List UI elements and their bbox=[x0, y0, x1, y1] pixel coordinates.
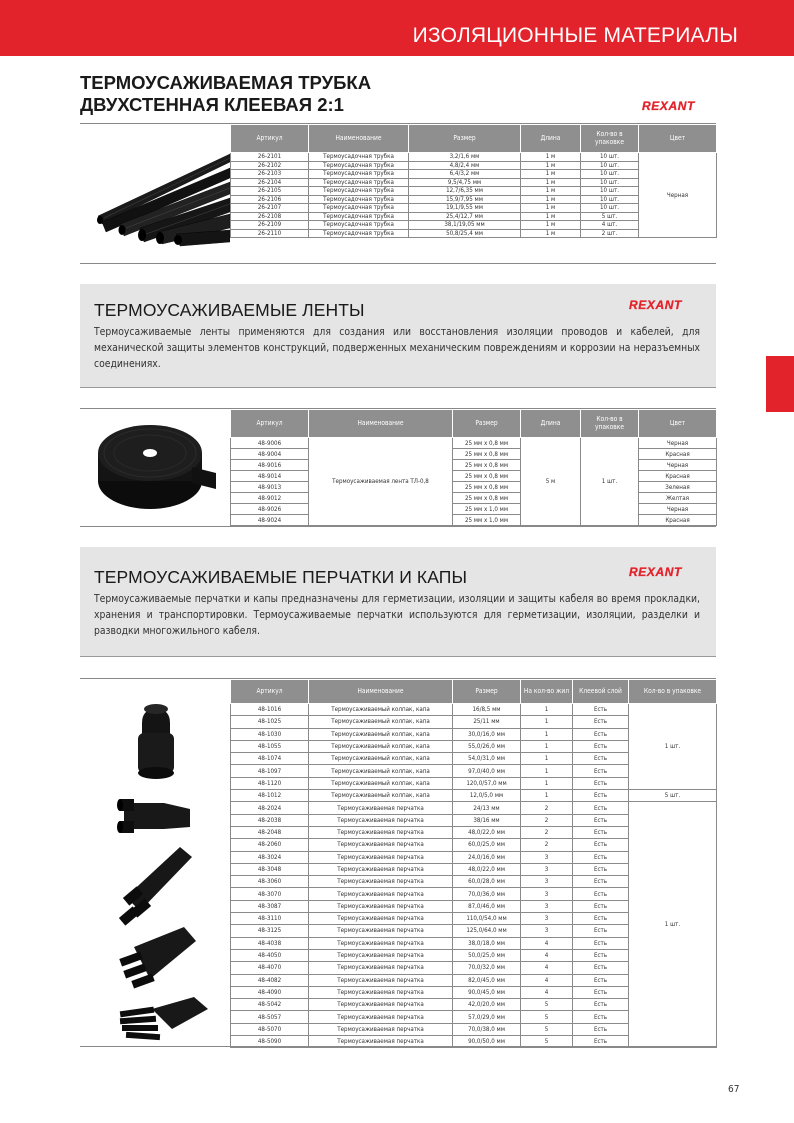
article-cell: 48-5057 bbox=[231, 1011, 309, 1023]
article-cell: 48-3060 bbox=[231, 876, 309, 888]
article-cell: 48-9004 bbox=[231, 449, 309, 460]
cores-cell: 2 bbox=[521, 826, 573, 838]
size-cell: 9,5/4,75 мм bbox=[409, 178, 521, 187]
color-cell: Черная bbox=[639, 438, 717, 449]
size-cell: 15,9/7,95 мм bbox=[409, 195, 521, 204]
divider bbox=[80, 387, 716, 388]
size-cell: 38,1/19,05 мм bbox=[409, 221, 521, 230]
cores-cell: 5 bbox=[521, 1036, 573, 1048]
cores-cell: 3 bbox=[521, 863, 573, 875]
cap-icon bbox=[138, 704, 174, 779]
cores-cell: 1 bbox=[521, 777, 573, 789]
article-cell: 26-2110 bbox=[231, 229, 309, 238]
glove-2-icon bbox=[117, 799, 190, 833]
adhesive-cell: Есть bbox=[573, 876, 629, 888]
cores-cell: 1 bbox=[521, 765, 573, 777]
rexant-logo: REXANT bbox=[629, 298, 682, 312]
article-cell: 48-4082 bbox=[231, 974, 309, 986]
article-cell: 48-4038 bbox=[231, 937, 309, 949]
size-cell: 3,2/1,6 мм bbox=[409, 153, 521, 162]
article-cell: 48-3125 bbox=[231, 925, 309, 937]
size-cell: 125,0/64,0 мм bbox=[453, 925, 521, 937]
article-cell: 26-2108 bbox=[231, 212, 309, 221]
adhesive-cell: Есть bbox=[573, 986, 629, 998]
col-header-name: Наименование bbox=[309, 680, 453, 704]
size-cell: 70,0/36,0 мм bbox=[453, 888, 521, 900]
name-cell: Термоусаживаемая перчатка bbox=[309, 962, 453, 974]
section2-panel bbox=[80, 284, 716, 388]
color-cell: Черная bbox=[639, 153, 717, 238]
name-cell: Термоусаживаемый колпак, капа bbox=[309, 790, 453, 802]
article-cell: 26-2107 bbox=[231, 204, 309, 213]
table-row bbox=[231, 493, 717, 504]
size-cell: 12,0/5,0 мм bbox=[453, 790, 521, 802]
qty-cell: 10 шт. bbox=[581, 204, 639, 213]
name-cell: Термоусаживаемая перчатка bbox=[309, 986, 453, 998]
name-cell: Термоусадочная трубка bbox=[309, 229, 409, 238]
name-cell: Термоусадочная трубка bbox=[309, 221, 409, 230]
cores-cell: 5 bbox=[521, 1011, 573, 1023]
cores-cell: 4 bbox=[521, 949, 573, 961]
size-cell: 25 мм x 0,8 мм bbox=[453, 471, 521, 482]
table-row bbox=[231, 515, 717, 526]
adhesive-cell: Есть bbox=[573, 802, 629, 814]
color-cell: Желтая bbox=[639, 493, 717, 504]
qty-cell: 2 шт. bbox=[581, 229, 639, 238]
qty-cell: 5 шт. bbox=[581, 212, 639, 221]
table-row bbox=[231, 704, 717, 716]
section1-title-line2: ДВУХСТЕННАЯ КЛЕЕВАЯ 2:1 bbox=[80, 94, 344, 115]
article-cell: 26-2109 bbox=[231, 221, 309, 230]
adhesive-cell: Есть bbox=[573, 765, 629, 777]
article-cell: 26-2104 bbox=[231, 178, 309, 187]
size-cell: 70,0/38,0 мм bbox=[453, 1023, 521, 1035]
tape-spec-table bbox=[230, 409, 717, 526]
cores-cell: 1 bbox=[521, 790, 573, 802]
adhesive-cell: Есть bbox=[573, 1011, 629, 1023]
name-cell: Термоусаживаемая лента ТЛ-0,8 bbox=[309, 438, 453, 526]
name-cell: Термоусаживаемая перчатка bbox=[309, 900, 453, 912]
cores-cell: 3 bbox=[521, 851, 573, 863]
length-cell: 1 м bbox=[521, 161, 581, 170]
cores-cell: 3 bbox=[521, 876, 573, 888]
name-cell: Термоусаживаемая перчатка bbox=[309, 949, 453, 961]
qty-cell: 10 шт. bbox=[581, 195, 639, 204]
name-cell: Термоусаживаемый колпак, капа bbox=[309, 728, 453, 740]
color-cell: Красная bbox=[639, 449, 717, 460]
article-cell: 48-5042 bbox=[231, 999, 309, 1011]
name-cell: Термоусадочная трубка bbox=[309, 161, 409, 170]
article-cell: 48-3087 bbox=[231, 900, 309, 912]
size-cell: 50,8/25,4 мм bbox=[409, 229, 521, 238]
cores-cell: 3 bbox=[521, 900, 573, 912]
size-cell: 25 мм x 0,8 мм bbox=[453, 449, 521, 460]
qty-cell: 1 шт. bbox=[629, 802, 717, 1048]
length-cell: 1 м bbox=[521, 204, 581, 213]
article-cell: 48-4050 bbox=[231, 949, 309, 961]
cores-cell: 3 bbox=[521, 888, 573, 900]
article-cell: 48-4070 bbox=[231, 962, 309, 974]
adhesive-cell: Есть bbox=[573, 753, 629, 765]
name-cell: Термоусадочная трубка bbox=[309, 195, 409, 204]
cores-cell: 1 bbox=[521, 740, 573, 752]
size-cell: 25 мм x 1,0 мм bbox=[453, 504, 521, 515]
divider bbox=[80, 656, 716, 657]
cores-cell: 2 bbox=[521, 839, 573, 851]
size-cell: 19,1/9,55 мм bbox=[409, 204, 521, 213]
glove-3-icon bbox=[119, 847, 192, 926]
adhesive-cell: Есть bbox=[573, 962, 629, 974]
size-cell: 25,4/12,7 мм bbox=[409, 212, 521, 221]
side-tab-marker bbox=[766, 356, 794, 412]
name-cell: Термоусадочная трубка bbox=[309, 170, 409, 179]
adhesive-cell: Есть bbox=[573, 863, 629, 875]
size-cell: 16/8,5 мм bbox=[453, 704, 521, 716]
col-header-qty: Кол-во в упаковке bbox=[581, 125, 639, 153]
adhesive-cell: Есть bbox=[573, 974, 629, 986]
section3-block bbox=[80, 678, 716, 1047]
heat-shrink-tape-image bbox=[80, 409, 230, 526]
col-header-article: Артикул bbox=[231, 125, 309, 153]
color-cell: Красная bbox=[639, 471, 717, 482]
size-cell: 25 мм x 0,8 мм bbox=[453, 460, 521, 471]
article-cell: 26-2101 bbox=[231, 153, 309, 162]
cores-cell: 1 bbox=[521, 704, 573, 716]
qty-cell: 10 шт. bbox=[581, 178, 639, 187]
article-cell: 48-5070 bbox=[231, 1023, 309, 1035]
cores-cell: 3 bbox=[521, 913, 573, 925]
size-cell: 48,0/22,0 мм bbox=[453, 863, 521, 875]
cores-cell: 4 bbox=[521, 986, 573, 998]
size-cell: 38,0/18,0 мм bbox=[453, 937, 521, 949]
section1-title-line1: ТЕРМОУСАЖИВАЕМАЯ ТРУБКА bbox=[80, 72, 372, 93]
col-header-color: Цвет bbox=[639, 125, 717, 153]
size-cell: 57,0/29,0 мм bbox=[453, 1011, 521, 1023]
header-bar bbox=[0, 0, 794, 56]
col-header-color: Цвет bbox=[639, 410, 717, 438]
header-title: ИЗОЛЯЦИОННЫЕ МАТЕРИАЛЫ bbox=[412, 24, 738, 47]
adhesive-cell: Есть bbox=[573, 826, 629, 838]
name-cell: Термоусаживаемый колпак, капа bbox=[309, 704, 453, 716]
article-cell: 48-3024 bbox=[231, 851, 309, 863]
col-header-length: Длина bbox=[521, 410, 581, 438]
qty-cell: 10 шт. bbox=[581, 170, 639, 179]
article-cell: 48-1097 bbox=[231, 765, 309, 777]
adhesive-cell: Есть bbox=[573, 740, 629, 752]
adhesive-cell: Есть bbox=[573, 1036, 629, 1048]
section3-title: ТЕРМОУСАЖИВАЕМЫЕ ПЕРЧАТКИ И КАПЫ bbox=[94, 567, 468, 587]
article-cell: 48-3070 bbox=[231, 888, 309, 900]
color-cell: Зеленая bbox=[639, 482, 717, 493]
article-cell: 48-1016 bbox=[231, 704, 309, 716]
name-cell: Термоусаживаемая перчатка bbox=[309, 863, 453, 875]
table-row bbox=[231, 449, 717, 460]
adhesive-cell: Есть bbox=[573, 1023, 629, 1035]
article-cell: 26-2106 bbox=[231, 195, 309, 204]
caps-gloves-images bbox=[80, 679, 230, 1046]
page-number: 67 bbox=[728, 1084, 740, 1095]
size-cell: 24,0/16,0 мм bbox=[453, 851, 521, 863]
color-cell: Черная bbox=[639, 460, 717, 471]
col-header-adhesive: Клеевой слой bbox=[573, 680, 629, 704]
article-cell: 48-3048 bbox=[231, 863, 309, 875]
qty-cell: 1 шт. bbox=[629, 704, 717, 790]
name-cell: Термоусаживаемая перчатка bbox=[309, 974, 453, 986]
col-header-name: Наименование bbox=[309, 125, 409, 153]
col-header-qty: Кол-во в упаковке bbox=[581, 410, 639, 438]
size-cell: 97,0/40,0 мм bbox=[453, 765, 521, 777]
adhesive-cell: Есть bbox=[573, 839, 629, 851]
article-cell: 48-9016 bbox=[231, 460, 309, 471]
length-cell: 1 м bbox=[521, 170, 581, 179]
size-cell: 6,4/3,2 мм bbox=[409, 170, 521, 179]
article-cell: 26-2102 bbox=[231, 161, 309, 170]
qty-cell: 10 шт. bbox=[581, 161, 639, 170]
article-cell: 48-1074 bbox=[231, 753, 309, 765]
article-cell: 48-2048 bbox=[231, 826, 309, 838]
qty-cell: 1 шт. bbox=[581, 438, 639, 526]
adhesive-cell: Есть bbox=[573, 925, 629, 937]
name-cell: Термоусаживаемая перчатка bbox=[309, 826, 453, 838]
qty-cell: 10 шт. bbox=[581, 153, 639, 162]
adhesive-cell: Есть bbox=[573, 728, 629, 740]
article-cell: 48-9014 bbox=[231, 471, 309, 482]
name-cell: Термоусаживаемая перчатка bbox=[309, 1036, 453, 1048]
cores-cell: 2 bbox=[521, 814, 573, 826]
article-cell: 48-2024 bbox=[231, 802, 309, 814]
table-row bbox=[231, 438, 717, 449]
glove-5-icon bbox=[120, 997, 208, 1040]
section2-description: Термоусаживаемые ленты применяются для создания или восстановления изоляции проводов и кабелей, для механической защиты элементов конструкций, подверженных механическим повреждениям и коррозии на неразъемных соединениях. bbox=[94, 326, 700, 370]
size-cell: 30,0/16,0 мм bbox=[453, 728, 521, 740]
name-cell: Термоусаживаемая перчатка bbox=[309, 888, 453, 900]
tube-spec-table bbox=[230, 124, 717, 238]
article-cell: 26-2105 bbox=[231, 187, 309, 196]
article-cell: 48-9024 bbox=[231, 515, 309, 526]
table-row bbox=[231, 790, 717, 802]
name-cell: Термоусаживаемый колпак, капа bbox=[309, 753, 453, 765]
col-header-article: Артикул bbox=[231, 410, 309, 438]
size-cell: 38/16 мм bbox=[453, 814, 521, 826]
adhesive-cell: Есть bbox=[573, 999, 629, 1011]
cores-cell: 4 bbox=[521, 962, 573, 974]
cores-cell: 1 bbox=[521, 753, 573, 765]
cores-cell: 1 bbox=[521, 728, 573, 740]
caps-gloves-spec-table bbox=[230, 679, 717, 1048]
name-cell: Термоусадочная трубка bbox=[309, 212, 409, 221]
col-header-length: Длина bbox=[521, 125, 581, 153]
rexant-logo: REXANT bbox=[629, 565, 682, 579]
size-cell: 90,0/50,0 мм bbox=[453, 1036, 521, 1048]
name-cell: Термоусаживаемая перчатка bbox=[309, 937, 453, 949]
name-cell: Термоусаживаемая перчатка bbox=[309, 876, 453, 888]
article-cell: 48-2038 bbox=[231, 814, 309, 826]
caps-gloves-icon bbox=[80, 679, 230, 1046]
size-cell: 110,0/54,0 мм bbox=[453, 913, 521, 925]
section1-title bbox=[80, 72, 371, 116]
size-cell: 42,0/20,0 мм bbox=[453, 999, 521, 1011]
qty-cell: 10 шт. bbox=[581, 187, 639, 196]
article-cell: 48-4090 bbox=[231, 986, 309, 998]
col-header-size: Размер bbox=[409, 125, 521, 153]
cores-cell: 4 bbox=[521, 937, 573, 949]
article-cell: 48-5090 bbox=[231, 1036, 309, 1048]
name-cell: Термоусадочная трубка bbox=[309, 178, 409, 187]
article-cell: 48-2060 bbox=[231, 839, 309, 851]
article-cell: 48-9013 bbox=[231, 482, 309, 493]
section2-block bbox=[80, 408, 716, 527]
name-cell: Термоусаживаемая перчатка bbox=[309, 851, 453, 863]
article-cell: 48-1012 bbox=[231, 790, 309, 802]
length-cell: 1 м bbox=[521, 178, 581, 187]
tube-bundle-icon bbox=[80, 124, 230, 263]
color-cell: Красная bbox=[639, 515, 717, 526]
adhesive-cell: Есть bbox=[573, 851, 629, 863]
article-cell: 48-1025 bbox=[231, 716, 309, 728]
name-cell: Термоусаживаемая перчатка bbox=[309, 1011, 453, 1023]
section3-panel bbox=[80, 547, 716, 657]
adhesive-cell: Есть bbox=[573, 704, 629, 716]
table-row bbox=[231, 482, 717, 493]
adhesive-cell: Есть bbox=[573, 814, 629, 826]
size-cell: 60,0/28,0 мм bbox=[453, 876, 521, 888]
qty-cell: 4 шт. bbox=[581, 221, 639, 230]
adhesive-cell: Есть bbox=[573, 888, 629, 900]
col-header-cores: На кол-во жил bbox=[521, 680, 573, 704]
adhesive-cell: Есть bbox=[573, 949, 629, 961]
cores-cell: 5 bbox=[521, 1023, 573, 1035]
section2-title: ТЕРМОУСАЖИВАЕМЫЕ ЛЕНТЫ bbox=[94, 300, 365, 320]
col-header-name: Наименование bbox=[309, 410, 453, 438]
name-cell: Термоусаживаемая перчатка bbox=[309, 925, 453, 937]
article-cell: 48-9012 bbox=[231, 493, 309, 504]
name-cell: Термоусаживаемый колпак, капа bbox=[309, 740, 453, 752]
cores-cell: 1 bbox=[521, 716, 573, 728]
table-row bbox=[231, 471, 717, 482]
table-row bbox=[231, 460, 717, 471]
name-cell: Термоусадочная трубка bbox=[309, 204, 409, 213]
article-cell: 48-3110 bbox=[231, 913, 309, 925]
table-row bbox=[231, 153, 717, 162]
article-cell: 48-1055 bbox=[231, 740, 309, 752]
article-cell: 48-9006 bbox=[231, 438, 309, 449]
section1-block bbox=[80, 123, 716, 264]
name-cell: Термоусаживаемая перчатка bbox=[309, 913, 453, 925]
name-cell: Термоусаживаемый колпак, капа bbox=[309, 716, 453, 728]
article-cell: 48-1030 bbox=[231, 728, 309, 740]
size-cell: 70,0/32,0 мм bbox=[453, 962, 521, 974]
name-cell: Термоусаживаемая перчатка bbox=[309, 802, 453, 814]
size-cell: 25 мм x 0,8 мм bbox=[453, 482, 521, 493]
table-row bbox=[231, 802, 717, 814]
name-cell: Термоусаживаемый колпак, капа bbox=[309, 777, 453, 789]
name-cell: Термоусадочная трубка bbox=[309, 153, 409, 162]
length-cell: 1 м bbox=[521, 153, 581, 162]
size-cell: 25 мм x 1,0 мм bbox=[453, 515, 521, 526]
size-cell: 90,0/45,0 мм bbox=[453, 986, 521, 998]
name-cell: Термоусаживаемый колпак, капа bbox=[309, 765, 453, 777]
cores-cell: 2 bbox=[521, 802, 573, 814]
col-header-article: Артикул bbox=[231, 680, 309, 704]
article-cell: 26-2103 bbox=[231, 170, 309, 179]
size-cell: 25 мм x 0,8 мм bbox=[453, 493, 521, 504]
glove-4-icon bbox=[119, 927, 196, 989]
size-cell: 54,0/31,0 мм bbox=[453, 753, 521, 765]
length-cell: 1 м bbox=[521, 212, 581, 221]
adhesive-cell: Есть bbox=[573, 937, 629, 949]
col-header-size: Размер bbox=[453, 680, 521, 704]
tape-roll-icon bbox=[80, 409, 230, 526]
article-cell: 48-9026 bbox=[231, 504, 309, 515]
size-cell: 82,0/45,0 мм bbox=[453, 974, 521, 986]
name-cell: Термоусаживаемая перчатка bbox=[309, 1023, 453, 1035]
adhesive-cell: Есть bbox=[573, 913, 629, 925]
size-cell: 48,0/22,0 мм bbox=[453, 826, 521, 838]
length-cell: 5 м bbox=[521, 438, 581, 526]
size-cell: 87,0/46,0 мм bbox=[453, 900, 521, 912]
size-cell: 120,0/57,0 мм bbox=[453, 777, 521, 789]
length-cell: 1 м bbox=[521, 195, 581, 204]
adhesive-cell: Есть bbox=[573, 900, 629, 912]
name-cell: Термоусаживаемая перчатка bbox=[309, 839, 453, 851]
name-cell: Термоусадочная трубка bbox=[309, 187, 409, 196]
section3-description: Термоусаживаемые перчатки и капы предназначены для герметизации, изоляции и защиты кабеля во время прокладки, хранения и транспортировки. Термоусаживаемые перчатки используются для герметизации, изоляции, разделки и разводки многожильного кабеля. bbox=[94, 593, 700, 637]
cores-cell: 5 bbox=[521, 999, 573, 1011]
size-cell: 60,0/25,0 мм bbox=[453, 839, 521, 851]
col-header-size: Размер bbox=[453, 410, 521, 438]
color-cell: Черная bbox=[639, 504, 717, 515]
rexant-logo: REXANT bbox=[642, 99, 695, 113]
adhesive-cell: Есть bbox=[573, 716, 629, 728]
name-cell: Термоусаживаемая перчатка bbox=[309, 999, 453, 1011]
size-cell: 24/13 мм bbox=[453, 802, 521, 814]
length-cell: 1 м bbox=[521, 221, 581, 230]
table-row bbox=[231, 504, 717, 515]
col-header-qty: Кол-во в упаковке bbox=[629, 680, 717, 704]
article-cell: 48-1120 bbox=[231, 777, 309, 789]
length-cell: 1 м bbox=[521, 187, 581, 196]
size-cell: 4,8/2,4 мм bbox=[409, 161, 521, 170]
size-cell: 50,0/25,0 мм bbox=[453, 949, 521, 961]
size-cell: 25 мм x 0,8 мм bbox=[453, 438, 521, 449]
size-cell: 55,0/26,0 мм bbox=[453, 740, 521, 752]
adhesive-cell: Есть bbox=[573, 790, 629, 802]
adhesive-cell: Есть bbox=[573, 777, 629, 789]
size-cell: 12,7/6,35 мм bbox=[409, 187, 521, 196]
cores-cell: 3 bbox=[521, 925, 573, 937]
qty-cell: 5 шт. bbox=[629, 790, 717, 802]
size-cell: 25/11 мм bbox=[453, 716, 521, 728]
length-cell: 1 м bbox=[521, 229, 581, 238]
heat-shrink-tube-image bbox=[80, 124, 230, 263]
cores-cell: 4 bbox=[521, 974, 573, 986]
name-cell: Термоусаживаемая перчатка bbox=[309, 814, 453, 826]
